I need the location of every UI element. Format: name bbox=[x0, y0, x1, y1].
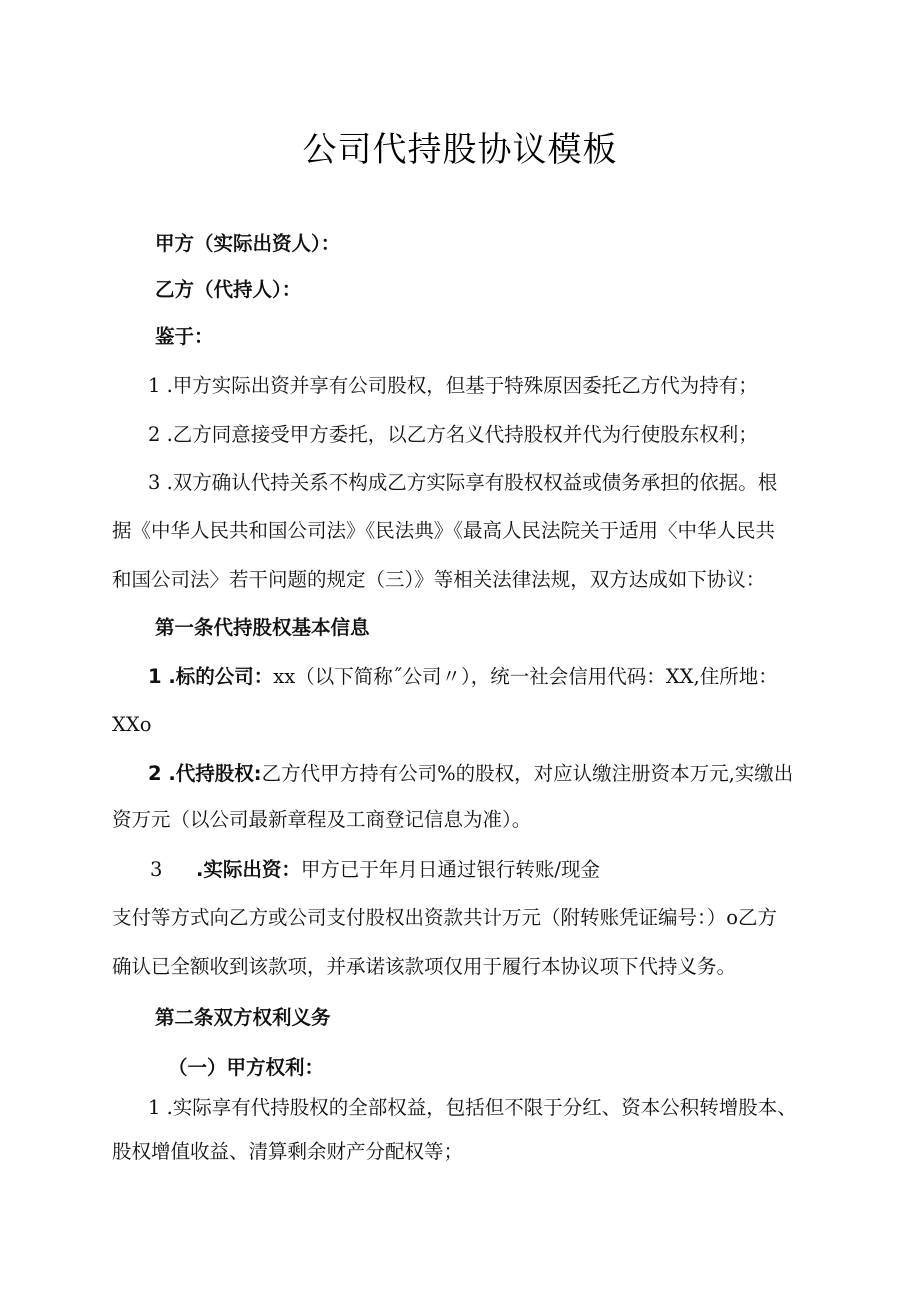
party-b-line: 乙方（代持人）： bbox=[155, 278, 302, 301]
recital-3-line-1: 3 .双方确认代持关系不构成乙方实际享有股权权益或债务承担的依据。根 bbox=[148, 471, 778, 494]
recital-2: 2 .乙方同意接受甲方委托，以乙方名义代持股权并代为行使股东权利； bbox=[148, 423, 758, 446]
item-2-text: 乙方代甲方持有公司%的股权，对应认缴注册资本万元,实缴出 bbox=[261, 762, 794, 785]
article-1-item-2-cont: 资万元（以公司最新章程及工商登记信息为准）。 bbox=[112, 808, 532, 831]
recital-1: 1 .甲方实际出资并享有公司股权，但基于特殊原因委托乙方代为持有； bbox=[148, 374, 758, 397]
article-1-item-2 bbox=[148, 760, 793, 788]
document-title: 公司代持股协议模板 bbox=[302, 130, 618, 170]
article-1-item-1 bbox=[148, 663, 778, 691]
item-3-text: 甲方已于年月日通过银行转账/现金 bbox=[300, 858, 600, 881]
article-2-sub-1-item-1-line-1: 1 .实际享有代持股权的全部权益，包括但不限于分红、资本公积转增股本、 bbox=[148, 1096, 797, 1119]
item-3-number: 3 bbox=[150, 858, 163, 881]
article-1-heading: 第一条代持股权基本信息 bbox=[155, 616, 370, 639]
recital-3-line-2: 据《中华人民共和国公司法》《民法典》《最高人民法院关于适用〈中华人民共 bbox=[112, 519, 776, 542]
item-1-text: xx（以下简称˝公司〃），统一社会信用代码：XX,住所地： bbox=[273, 665, 778, 688]
article-2-sub-1-heading: （一）甲方权利： bbox=[168, 1056, 325, 1079]
whereas-heading: 鉴于： bbox=[155, 325, 214, 348]
party-a-line: 甲方（实际出资人）： bbox=[155, 232, 341, 255]
article-1-item-3-cont-1: 支付等方式向乙方或公司支付股权出资款共计万元（附转账凭证编号：）o乙方 bbox=[112, 906, 777, 929]
item-1-label: 1 .标的公司： bbox=[148, 665, 274, 688]
article-1-item-3-cont-2: 确认已全额收到该款项，并承诺该款项仅用于履行本协议项下代持义务。 bbox=[112, 955, 737, 978]
article-1-item-1-cont: XXo bbox=[112, 713, 152, 736]
item-2-label: 2 .代持股权: bbox=[148, 762, 262, 785]
recital-3-line-3: 和国公司法〉若干问题的规定（三）》等相关法律法规，双方达成如下协议： bbox=[112, 568, 766, 591]
item-3-label: .实际出资： bbox=[196, 858, 301, 881]
article-2-heading: 第二条双方权利义务 bbox=[155, 1006, 331, 1029]
article-1-item-3 bbox=[150, 856, 600, 884]
article-2-sub-1-item-1-line-2: 股权增值收益、清算剩余财产分配权等； bbox=[112, 1140, 464, 1163]
